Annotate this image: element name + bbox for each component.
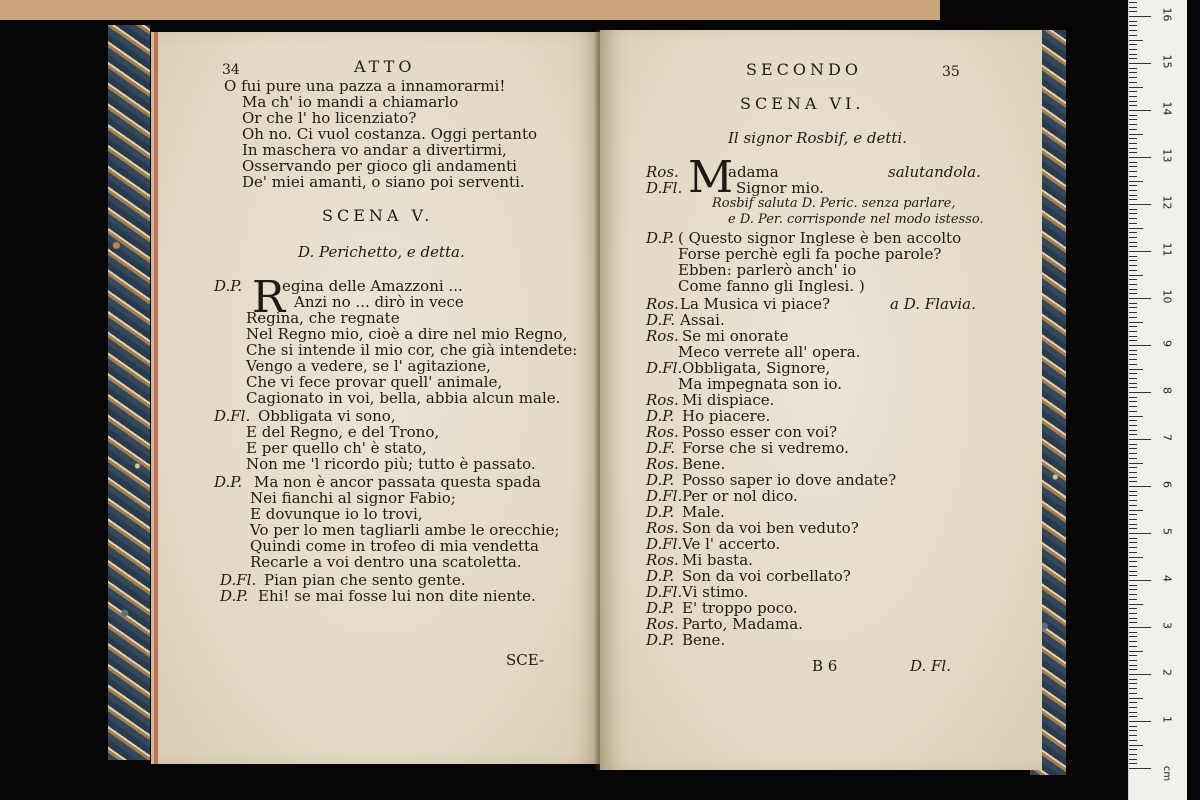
ruler-tick — [1129, 702, 1137, 703]
ruler-tick — [1129, 275, 1143, 276]
ruler-tick — [1129, 735, 1137, 736]
ruler-tick — [1129, 538, 1137, 539]
ruler-tick — [1129, 510, 1143, 511]
ruler-tick — [1129, 87, 1143, 88]
ruler-tick — [1129, 547, 1137, 548]
ruler-number: 15 — [1160, 54, 1174, 69]
ruler-tick — [1129, 495, 1137, 496]
catchword: SCE- — [506, 651, 545, 669]
left-page — [158, 32, 600, 764]
ruler-tick — [1129, 571, 1137, 572]
ruler-number: 13 — [1160, 148, 1174, 163]
ruler-tick — [1129, 608, 1137, 609]
ruler-tick — [1129, 749, 1137, 750]
page-number-left: 34 — [222, 62, 240, 78]
ruler-tick — [1129, 383, 1137, 384]
ruler-tick — [1129, 195, 1137, 196]
right-page — [600, 30, 1042, 770]
dialogue-line: Ho piacere. — [682, 407, 771, 425]
speaker-label: D.Fl. — [646, 535, 683, 553]
ruler-tick — [1129, 716, 1137, 717]
ruler-tick — [1129, 768, 1151, 769]
ruler-tick — [1129, 430, 1137, 431]
ruler-tick — [1129, 293, 1137, 294]
ruler-tick — [1129, 199, 1137, 200]
running-head-left: ATTO — [354, 57, 416, 76]
speaker-label: D.P. — [646, 471, 675, 489]
measuring-ruler — [1128, 0, 1187, 800]
ruler-tick — [1129, 594, 1137, 595]
ruler-tick — [1129, 406, 1137, 407]
ruler-number: 12 — [1160, 195, 1174, 210]
ruler-tick — [1129, 91, 1137, 92]
ruler-number: 16 — [1160, 7, 1174, 22]
ruler-tick — [1129, 467, 1137, 468]
ruler-tick — [1129, 307, 1137, 308]
ruler-tick — [1129, 707, 1137, 708]
ruler-tick — [1129, 745, 1143, 746]
dialogue-line: Nei fianchi al signor Fabio; — [250, 489, 456, 507]
ruler-tick — [1129, 336, 1137, 337]
dialogue-line: E per quello ch' è stato, — [246, 439, 427, 457]
ruler-tick — [1129, 331, 1137, 332]
dialogue-line: Cagionato in voi, bella, abbia alcun male. — [246, 389, 561, 407]
ruler-tick — [1129, 693, 1137, 694]
ruler-tick — [1129, 185, 1137, 186]
ruler-tick — [1129, 613, 1137, 614]
dialogue-line: Son da voi corbellato? — [682, 567, 851, 585]
ruler-tick — [1129, 101, 1137, 102]
ruler-tick — [1129, 420, 1137, 421]
ruler-tick — [1129, 44, 1137, 45]
ruler-tick — [1129, 618, 1137, 619]
speaker-label: D.F. — [646, 439, 676, 457]
ruler-tick — [1129, 448, 1137, 449]
ruler-tick — [1129, 129, 1137, 130]
verse-line: Or che l' ho licenziato? — [242, 109, 417, 127]
ruler-tick — [1129, 166, 1137, 167]
dialogue-line: Obbligata vi sono, — [258, 407, 396, 425]
speaker-label: D.Fl. — [220, 571, 257, 589]
ruler-tick — [1129, 72, 1137, 73]
ruler-tick — [1129, 373, 1137, 374]
ruler-tick — [1129, 660, 1137, 661]
ruler-number: 7 — [1160, 434, 1174, 441]
ruler-tick — [1129, 40, 1143, 41]
ruler-tick — [1129, 542, 1137, 543]
ruler-tick — [1129, 345, 1151, 346]
speaker-label: D.P. — [646, 229, 675, 247]
ruler-tick — [1129, 364, 1137, 365]
ruler-tick — [1129, 679, 1137, 680]
ruler-tick — [1129, 11, 1137, 12]
dialogue-line: Male. — [682, 503, 725, 521]
ruler-tick — [1129, 359, 1137, 360]
ruler-tick — [1129, 401, 1137, 402]
ruler-tick — [1129, 505, 1137, 506]
dialogue-line: Recarle a voi dentro una scatoletta. — [250, 553, 522, 571]
ruler-tick — [1129, 491, 1137, 492]
ruler-tick — [1129, 326, 1137, 327]
ruler-tick — [1129, 35, 1137, 36]
ruler-tick — [1129, 472, 1137, 473]
dialogue-line: Ehi! se mai fosse lui non dite niente. — [258, 587, 536, 605]
speaker-label: D.P. — [646, 599, 675, 617]
ruler-tick — [1129, 712, 1137, 713]
ruler-tick — [1129, 566, 1137, 567]
ruler-tick — [1129, 627, 1151, 628]
dialogue-line: Son da voi ben veduto? — [682, 519, 859, 537]
ruler-tick — [1129, 575, 1137, 576]
ruler-tick — [1129, 528, 1137, 529]
speaker-label: Ros. — [646, 455, 679, 473]
dialogue-line: Mi basta. — [682, 551, 753, 569]
ruler-tick — [1129, 453, 1137, 454]
dialogue-line: Se mi onorate — [682, 327, 789, 345]
speaker-label: D.P. — [646, 567, 675, 585]
dialogue-line: Ma impegnata son io. — [678, 375, 843, 393]
ruler-tick — [1129, 190, 1137, 191]
ruler-tick — [1129, 58, 1137, 59]
speaker-label: D.P. — [646, 407, 675, 425]
ruler-tick — [1129, 322, 1143, 323]
ruler-tick — [1129, 688, 1137, 689]
speaker-label: D.P. — [646, 503, 675, 521]
ruler-tick — [1129, 763, 1137, 764]
dialogue-line: ( Questo signor Inglese è ben accolto — [678, 229, 962, 247]
ruler-tick — [1129, 228, 1143, 229]
dialogue-line: Forse perchè egli fa poche parole? — [678, 245, 942, 263]
speaker-label: Ros. — [646, 391, 679, 409]
page-edges-bottom — [0, 0, 940, 20]
ruler-tick — [1129, 218, 1137, 219]
ruler-tick — [1129, 237, 1137, 238]
speaker-label: Ros. — [646, 551, 679, 569]
ruler-tick — [1129, 580, 1151, 581]
verse-line: Ma ch' io mandi a chiamarlo — [242, 93, 459, 111]
ruler-tick — [1129, 636, 1137, 637]
ruler-number: 4 — [1160, 575, 1174, 582]
ruler-tick — [1129, 223, 1137, 224]
ruler-tick — [1129, 7, 1137, 8]
dialogue-line: Posso esser con voi? — [682, 423, 838, 441]
dialogue-line: adama — [728, 163, 779, 181]
ruler-tick — [1129, 444, 1137, 445]
ruler-tick — [1129, 740, 1137, 741]
ruler-tick — [1129, 416, 1143, 417]
ruler-tick — [1129, 392, 1151, 393]
ruler-tick — [1129, 599, 1137, 600]
ruler-tick — [1129, 298, 1151, 299]
ruler-tick — [1129, 730, 1137, 731]
ruler-tick — [1129, 181, 1143, 182]
ruler-tick — [1129, 622, 1137, 623]
drop-cap: M — [688, 152, 734, 203]
ruler-tick — [1129, 646, 1137, 647]
ruler-number: 6 — [1160, 481, 1174, 488]
ruler-tick — [1129, 251, 1151, 252]
stage-direction: Rosbif saluta D. Peric. senza parlare, — [712, 196, 956, 211]
dialogue-line: Assai. — [680, 311, 725, 329]
scene-characters: Il signor Rosbif, e detti. — [728, 129, 907, 147]
dialogue-line: Mi dispiace. — [682, 391, 775, 409]
ruler-number: 1 — [1160, 716, 1174, 723]
speaker-label: Ros. — [646, 295, 679, 313]
verse-line: O fui pure una pazza a innamorarmi! — [224, 77, 506, 95]
verse-line: De' miei amanti, o siano poi serventi. — [242, 173, 525, 191]
dialogue-line: Meco verrete all' opera. — [678, 343, 861, 361]
ruler-tick — [1129, 500, 1137, 501]
ruler-number: 10 — [1160, 289, 1174, 304]
ruler-tick — [1129, 270, 1137, 271]
ruler-tick — [1129, 265, 1137, 266]
ruler-tick — [1129, 284, 1137, 285]
speaker-label: D.Fl. — [646, 359, 683, 377]
drop-cap: R — [252, 272, 286, 323]
ruler-tick — [1129, 557, 1143, 558]
dialogue-line: Vo per lo men tagliarli ambe le orecchie; — [250, 521, 560, 539]
scene-heading: SCENA VI. — [740, 94, 865, 113]
dialogue-line: Che vi fece provar quell' animale, — [246, 373, 503, 391]
speaker-label: D.Fl. — [214, 407, 251, 425]
speaker-label: Ros. — [646, 615, 679, 633]
ruler-tick — [1129, 157, 1151, 158]
ruler-tick — [1129, 397, 1137, 398]
ruler-tick — [1129, 486, 1151, 487]
ruler-tick — [1129, 256, 1137, 257]
ruler-tick — [1129, 30, 1137, 31]
ruler-tick — [1129, 279, 1137, 280]
ruler-tick — [1129, 651, 1143, 652]
dialogue-line: egina delle Amazzoni ... — [282, 277, 463, 295]
ruler-tick — [1129, 209, 1137, 210]
dialogue-line: Signor mio. — [736, 179, 824, 197]
ruler-tick — [1129, 411, 1137, 412]
ruler-tick — [1129, 110, 1151, 111]
ruler-tick — [1129, 134, 1143, 135]
dialogue-line: E dovunque io lo trovi, — [250, 505, 423, 523]
ruler-tick — [1129, 63, 1151, 64]
dialogue-line: Ma non è ancor passata questa spada — [254, 473, 541, 491]
ruler-number: 3 — [1160, 622, 1174, 629]
speaker-label: Ros. — [646, 163, 679, 181]
ruler-tick — [1129, 260, 1137, 261]
ruler-unit-label: cm — [1161, 765, 1173, 782]
ruler-tick — [1129, 552, 1137, 553]
ruler-tick — [1129, 213, 1137, 214]
ruler-tick — [1129, 289, 1137, 290]
verse-line: In maschera vo andar a divertirmi, — [242, 141, 507, 159]
ruler-tick — [1129, 176, 1137, 177]
ruler-tick — [1129, 119, 1137, 120]
ruler-tick — [1129, 49, 1137, 50]
ruler-tick — [1129, 589, 1137, 590]
ruler-tick — [1129, 2, 1137, 3]
dialogue-line: E del Regno, e del Trono, — [246, 423, 440, 441]
ruler-tick — [1129, 25, 1137, 26]
ruler-number: 11 — [1160, 242, 1174, 257]
ruler-tick — [1129, 524, 1137, 525]
dialogue-line: Forse che si vedremo. — [682, 439, 849, 457]
running-head-right: SECONDO — [746, 60, 862, 79]
ruler-number: 9 — [1160, 340, 1174, 347]
ruler-tick — [1129, 350, 1137, 351]
ruler-tick — [1129, 124, 1137, 125]
ruler-tick — [1129, 115, 1137, 116]
dialogue-line: Ebben: parlerò anch' io — [678, 261, 857, 279]
ruler-tick — [1129, 96, 1137, 97]
speaker-label: D.P. — [214, 277, 243, 295]
ruler-tick — [1129, 387, 1137, 388]
ruler-tick — [1129, 16, 1151, 17]
ruler-tick — [1129, 68, 1137, 69]
ruler-tick — [1129, 303, 1137, 304]
ruler-tick — [1129, 354, 1137, 355]
ruler-tick — [1129, 143, 1137, 144]
dialogue-line: Anzi no ... dirò in vece — [294, 293, 464, 311]
ruler-tick — [1129, 105, 1137, 106]
dialogue-line: Che si intende il mio cor, che già intendete: — [246, 341, 578, 359]
ruler-number: 5 — [1160, 528, 1174, 535]
marbled-cover-left — [108, 25, 150, 760]
ruler-tick — [1129, 721, 1151, 722]
dialogue-line: Per or nol dico. — [682, 487, 798, 505]
speaker-label: D.P. — [646, 631, 675, 649]
stage-direction: e D. Per. corrisponde nel modo istesso. — [728, 212, 984, 227]
ruler-tick — [1129, 317, 1137, 318]
dialogue-line: Vi stimo. — [682, 583, 749, 601]
dialogue-line: Obbligata, Signore, — [682, 359, 831, 377]
scene-characters: D. Perichetto, e detta. — [298, 243, 465, 261]
ruler-tick — [1129, 232, 1137, 233]
ruler-tick — [1129, 77, 1137, 78]
dialogue-line: Bene. — [682, 455, 726, 473]
ruler-tick — [1129, 246, 1137, 247]
ruler-tick — [1129, 533, 1151, 534]
ruler-tick — [1129, 759, 1137, 760]
ruler-tick — [1129, 138, 1137, 139]
ruler-number: 8 — [1160, 387, 1174, 394]
ruler-tick — [1129, 434, 1137, 435]
verse-line: Osservando per gioco gli andamenti — [242, 157, 517, 175]
ruler-number: 2 — [1160, 669, 1174, 676]
ruler-tick — [1129, 655, 1137, 656]
ruler-tick — [1129, 340, 1137, 341]
ruler-tick — [1129, 514, 1137, 515]
catchword: D. Fl. — [910, 657, 952, 675]
speaker-label: D.P. — [214, 473, 243, 491]
ruler-tick — [1129, 458, 1137, 459]
ruler-tick — [1129, 477, 1137, 478]
scene-heading: SCENA V. — [322, 206, 434, 225]
speaker-label: D.Fl. — [646, 179, 683, 197]
ruler-tick — [1129, 82, 1137, 83]
dialogue-line: Posso saper io dove andate? — [682, 471, 897, 489]
speaker-label: D.Fl. — [646, 583, 683, 601]
ruler-tick — [1129, 519, 1137, 520]
ruler-tick — [1129, 21, 1137, 22]
ruler-tick — [1129, 481, 1137, 482]
page-number-right: 35 — [942, 64, 960, 80]
speaker-label: Ros. — [646, 519, 679, 537]
ruler-tick — [1129, 312, 1137, 313]
dialogue-line: Parto, Madama. — [682, 615, 803, 633]
stage-direction: a D. Flavia. — [890, 295, 976, 313]
ruler-tick — [1129, 152, 1137, 153]
speaker-label: D.F. — [646, 311, 676, 329]
ruler-tick — [1129, 726, 1137, 727]
ruler-number: 14 — [1160, 101, 1174, 116]
ruler-tick — [1129, 242, 1137, 243]
dialogue-line: Pian pian che sento gente. — [264, 571, 466, 589]
ruler-tick — [1129, 632, 1137, 633]
ruler-tick — [1129, 641, 1137, 642]
stage-direction: salutandola. — [888, 163, 981, 181]
ruler-tick — [1129, 171, 1137, 172]
ruler-tick — [1129, 162, 1137, 163]
signature-mark: B 6 — [812, 657, 838, 675]
dialogue-line: Bene. — [682, 631, 726, 649]
dialogue-line: Non me 'l ricordo più; tutto è passato. — [246, 455, 536, 473]
ruler-tick — [1129, 683, 1137, 684]
dialogue-line: Nel Regno mio, cioè a dire nel mio Regno, — [246, 325, 568, 343]
dialogue-line: E' troppo poco. — [682, 599, 798, 617]
ruler-tick — [1129, 54, 1137, 55]
speaker-label: Ros. — [646, 327, 679, 345]
dialogue-line: Vengo a vedere, se l' agitazione, — [246, 357, 491, 375]
ruler-tick — [1129, 148, 1137, 149]
ruler-tick — [1129, 674, 1151, 675]
ruler-tick — [1129, 463, 1143, 464]
ruler-tick — [1129, 754, 1137, 755]
ruler-tick — [1129, 439, 1151, 440]
ruler-tick — [1129, 669, 1137, 670]
ruler-tick — [1129, 585, 1137, 586]
ruler-tick — [1129, 604, 1143, 605]
ruler-tick — [1129, 204, 1151, 205]
dialogue-line: La Musica vi piace? — [680, 295, 830, 313]
ruler-tick — [1129, 665, 1137, 666]
speaker-label: D.P. — [220, 587, 249, 605]
ruler-tick — [1129, 378, 1137, 379]
ruler-tick — [1129, 425, 1137, 426]
verse-line: Oh no. Ci vuol costanza. Oggi pertanto — [242, 125, 538, 143]
speaker-label: Ros. — [646, 423, 679, 441]
speaker-label: D.Fl. — [646, 487, 683, 505]
ruler-tick — [1129, 369, 1143, 370]
dialogue-line: Regina, che regnate — [246, 309, 400, 327]
dialogue-line: Come fanno gli Inglesi. ) — [678, 277, 865, 295]
ruler-tick — [1129, 561, 1137, 562]
ruler-tick — [1129, 698, 1143, 699]
dialogue-line: Quindi come in trofeo di mia vendetta — [250, 537, 539, 555]
dialogue-line: Ve l' accerto. — [682, 535, 781, 553]
